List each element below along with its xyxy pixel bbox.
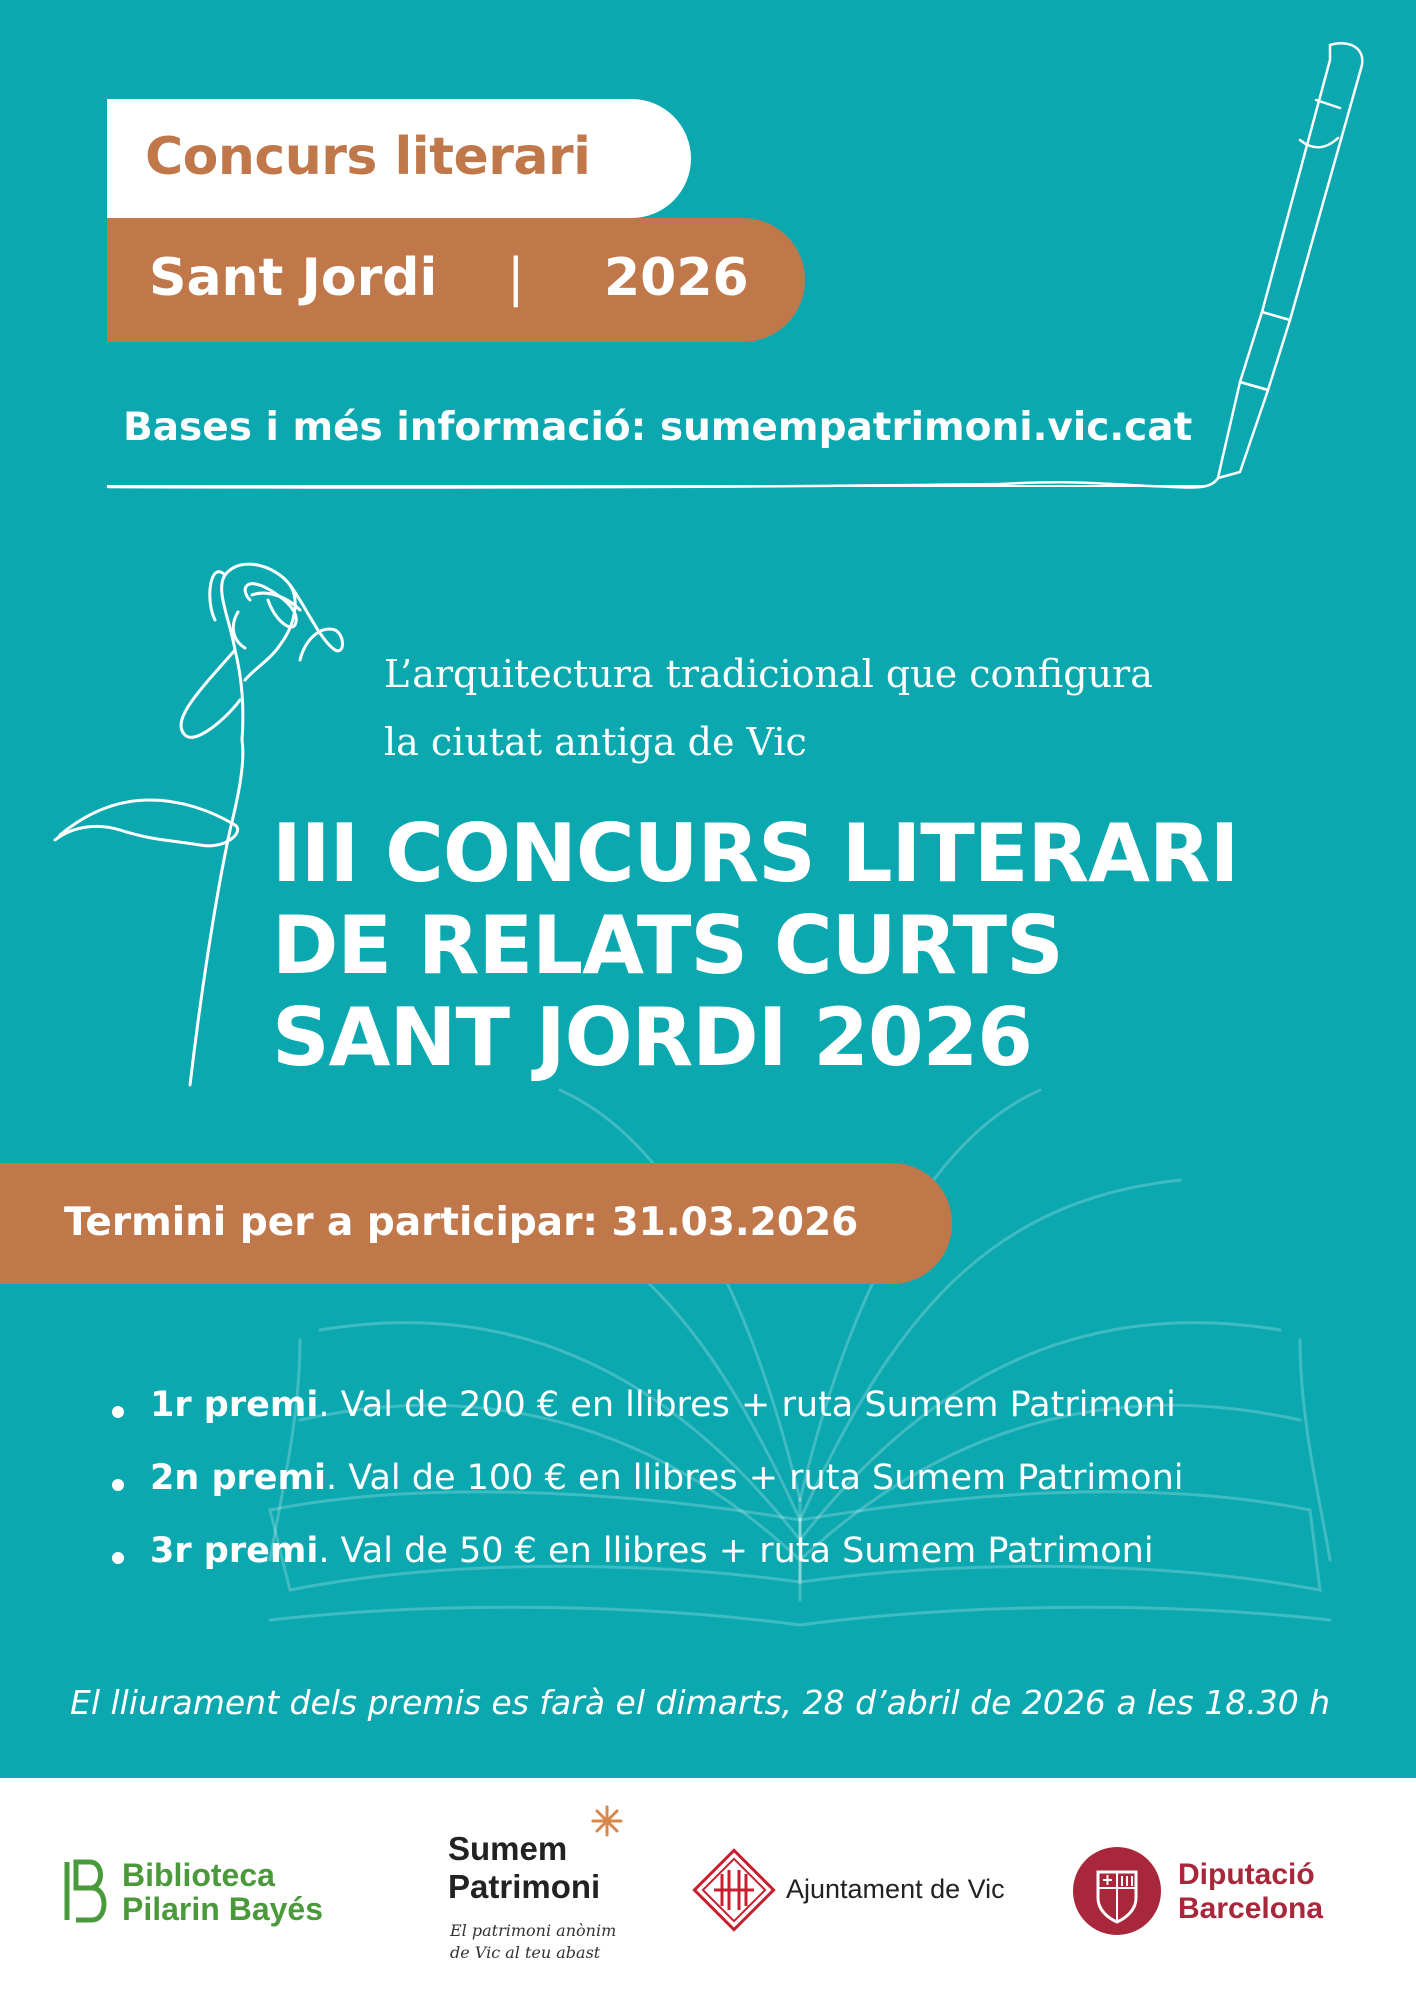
- diputacio-crest-icon: [1070, 1844, 1164, 1938]
- contest-label-pill: [107, 99, 691, 218]
- sumem-name-line-2: Patrimoni: [448, 1868, 601, 1905]
- prize-list: [110, 1385, 1184, 1604]
- prize-item: [110, 1531, 1184, 1604]
- prize-item: [110, 1458, 1184, 1531]
- main-title: [272, 808, 1238, 1084]
- biblioteca-logo-icon: [62, 1858, 110, 1924]
- main-title-line-2: DE RELATS CURTS: [272, 899, 1063, 992]
- prize-item: [110, 1385, 1184, 1458]
- event-name: Sant Jordi: [149, 248, 438, 308]
- subtitle-line-2: la ciutat antiga de Vic: [384, 720, 807, 764]
- sumem-tagline-line-2: de Vic al teu abast: [450, 1943, 601, 1962]
- biblioteca-name-line-2: Pilarin Bayés: [122, 1891, 323, 1927]
- biblioteca-name-line-1: Biblioteca: [122, 1857, 275, 1893]
- sumem-tagline-line-1: El patrimoni anònim: [450, 1921, 617, 1940]
- info-line: Bases i més informació: sumempatrimoni.vic.cat: [123, 405, 1193, 450]
- main-title-line-1: III CONCURS LITERARI: [272, 807, 1239, 900]
- separator: |: [507, 248, 525, 308]
- deadline-banner: [0, 1163, 952, 1284]
- deadline-text: Termini per a participar: 31.03.2026: [64, 1200, 859, 1245]
- ajuntament-crest-icon: [692, 1848, 776, 1932]
- prize-description: . Val de 50 € en llibres + ruta Sumem Patrimoni: [318, 1531, 1154, 1571]
- diputacio-name-line-2: Barcelona: [1178, 1892, 1324, 1925]
- subtitle: [384, 640, 1153, 776]
- event-year: 2026: [604, 248, 749, 308]
- event-year-pill: [107, 218, 805, 342]
- ceremony-note: El lliurament dels premis es farà el dimarts, 28 d’abril de 2026 a les 18.30 h: [70, 1683, 1331, 1722]
- prize-rank: 2n premi: [150, 1458, 326, 1498]
- main-title-line-3: SANT JORDI 2026: [272, 991, 1032, 1084]
- subtitle-line-1: L’arquitectura tradicional que configura: [384, 652, 1153, 696]
- prize-description: . Val de 100 € en llibres + ruta Sumem Patrimoni: [325, 1458, 1184, 1498]
- sponsor-footer: [0, 1778, 1416, 2002]
- ajuntament-name: Ajuntament de Vic: [786, 1874, 1005, 1904]
- diputacio-name-line-1: Diputació: [1178, 1858, 1315, 1891]
- contest-label: Concurs literari: [145, 127, 591, 187]
- sumem-name-line-1: Sumem: [448, 1830, 568, 1867]
- prize-description: . Val de 200 € en llibres + ruta Sumem Patrimoni: [318, 1385, 1176, 1425]
- prize-rank: 1r premi: [150, 1385, 319, 1425]
- prize-rank: 3r premi: [150, 1531, 319, 1571]
